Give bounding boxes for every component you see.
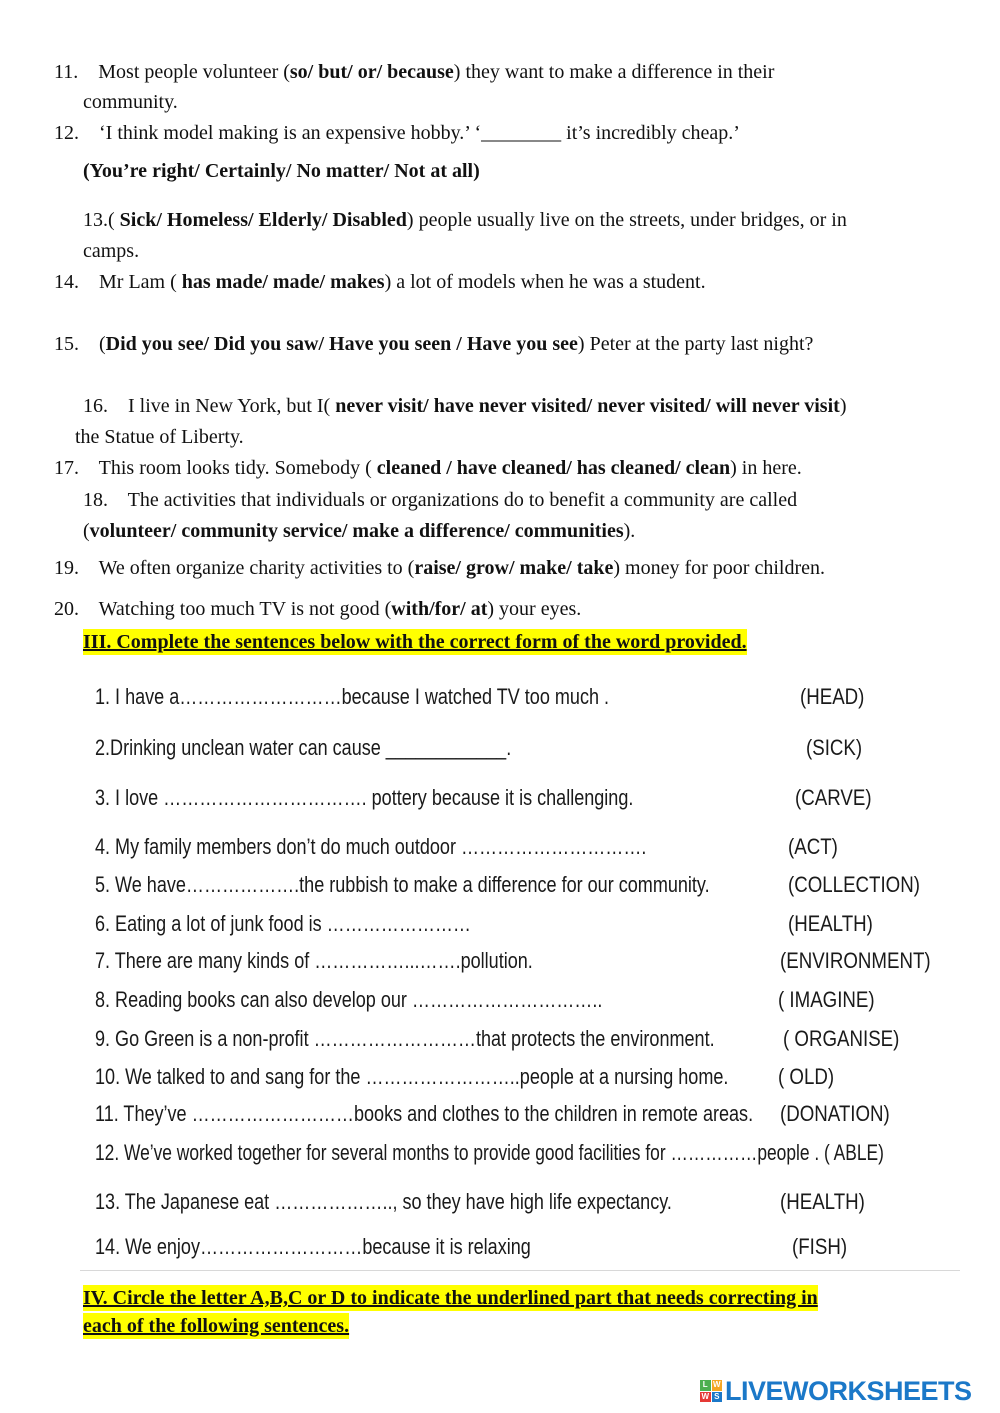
word-form-item-7: 7. There are many kinds of ……………...…….pollution. bbox=[95, 948, 533, 973]
word-form-item-4: 4. My family members don’t do much outdoor …………………………. bbox=[95, 834, 647, 859]
answer-options: so/ but/ or/ because bbox=[289, 61, 454, 83]
question-12-options: (You’re right/ Certainly/ No matter/ Not at all) bbox=[83, 160, 480, 182]
question-14: 14. Mr Lam ( has made/ made/ makes) a lot of models when he was a student. bbox=[54, 271, 706, 293]
liveworksheets-logo[interactable] bbox=[700, 1376, 972, 1406]
word-form-item-11: 11. They’ve ………………………books and clothes to the children in remote areas. bbox=[95, 1101, 754, 1126]
answer-options: cleaned / have cleaned/ has cleaned/ clean bbox=[376, 457, 731, 479]
word-form-item-3: 3. I love ……………………………. pottery because it is challenging. bbox=[95, 785, 634, 810]
word-prompt-10: ( OLD) bbox=[778, 1064, 835, 1089]
word-form-item-8: 8. Reading books can also develop our ………………………….. bbox=[95, 987, 603, 1012]
word-form-item-12: 12. We’ve worked together for several months to provide good facilities for ……………people . ( ABLE) bbox=[95, 1140, 884, 1165]
word-form-item-10: 10. We talked to and sang for the ……………………..people at a nursing home. bbox=[95, 1064, 729, 1089]
word-form-item-6: 6. Eating a lot of junk food is …………………… bbox=[95, 911, 471, 936]
question-13-continued: camps. bbox=[83, 240, 140, 262]
question-18-options: (volunteer/ community service/ make a difference/ communities). bbox=[83, 520, 636, 542]
word-form-item-2: 2.Drinking unclean water can cause ____________. bbox=[95, 735, 512, 760]
word-prompt-14: (FISH) bbox=[792, 1234, 848, 1259]
word-prompt-7: (ENVIRONMENT) bbox=[780, 948, 931, 973]
word-prompt-11: (DONATION) bbox=[780, 1101, 890, 1126]
word-form-item-14: 14. We enjoy………………………because it is relaxing bbox=[95, 1234, 531, 1259]
question-16-continued: the Statue of Liberty. bbox=[75, 426, 244, 448]
section-4-heading-line-2: each of the following sentences. bbox=[83, 1315, 350, 1337]
section-3-heading: III. Complete the sentences below with the correct form of the word provided. bbox=[83, 631, 747, 653]
word-form-item-13: 13. The Japanese eat ……………….., so they have high life expectancy. bbox=[95, 1189, 672, 1214]
word-form-item-5: 5. We have……………….the rubbish to make a difference for our community. bbox=[95, 872, 710, 897]
question-11: 11. Most people volunteer (so/ but/ or/ because) they want to make a difference in their bbox=[54, 61, 775, 83]
word-prompt-13: (HEALTH) bbox=[780, 1189, 865, 1214]
word-prompt-9: ( ORGANISE) bbox=[783, 1026, 900, 1051]
question-18: 18. The activities that individuals or organizations do to benefit a community are called bbox=[83, 489, 798, 511]
question-15: 15. (Did you see/ Did you saw/ Have you seen / Have you see) Peter at the party last night? bbox=[54, 333, 814, 355]
answer-options: has made/ made/ makes bbox=[181, 271, 385, 293]
word-prompt-1: (HEAD) bbox=[800, 684, 865, 709]
logo-text: LIVEWORKSHEETS bbox=[725, 1375, 972, 1406]
answer-options: raise/ grow/ make/ take bbox=[414, 557, 614, 579]
word-prompt-2: (SICK) bbox=[806, 735, 863, 760]
section-divider bbox=[80, 1270, 960, 1271]
word-form-item-9: 9. Go Green is a non-profit ………………………that protects the environment. bbox=[95, 1026, 715, 1051]
question-11-continued: community. bbox=[83, 91, 178, 113]
answer-options: Did you see/ Did you saw/ Have you seen / Have you see bbox=[105, 333, 578, 355]
answer-options: never visit/ have never visited/ never visited/ will never visit bbox=[335, 395, 840, 417]
word-form-item-1: 1. I have a………………………because I watched TV too much . bbox=[95, 684, 610, 709]
word-prompt-8: ( IMAGINE) bbox=[778, 987, 875, 1012]
word-prompt-4: (ACT) bbox=[788, 834, 838, 859]
question-16: 16. I live in New York, but I( never visit/ have never visited/ never visited/ will never visit) bbox=[83, 395, 847, 417]
question-19: 19. We often organize charity activities to (raise/ grow/ make/ take) money for poor children. bbox=[54, 557, 825, 579]
section-4-heading-line-1: IV. Circle the letter A,B,C or D to indicate the underlined part that needs correcting in bbox=[83, 1287, 818, 1309]
word-prompt-5: (COLLECTION) bbox=[788, 872, 920, 897]
question-13: 13.( Sick/ Homeless/ Elderly/ Disabled) people usually live on the streets, under bridges, or in bbox=[83, 209, 847, 231]
question-17: 17. This room looks tidy. Somebody ( cleaned / have cleaned/ has cleaned/ clean) in here. bbox=[54, 457, 802, 479]
answer-options: with/for/ at bbox=[391, 598, 488, 620]
word-prompt-3: (CARVE) bbox=[795, 785, 872, 810]
logo-badge-icon: L W W S bbox=[701, 1380, 721, 1401]
question-20: 20. Watching too much TV is not good (with/for/ at) your eyes. bbox=[54, 598, 582, 620]
question-12: 12. ‘I think model making is an expensive hobby.’ ‘________ it’s incredibly cheap.’ bbox=[54, 122, 740, 144]
word-prompt-6: (HEALTH) bbox=[788, 911, 873, 936]
answer-options: Sick/ Homeless/ Elderly/ Disabled bbox=[119, 209, 407, 231]
